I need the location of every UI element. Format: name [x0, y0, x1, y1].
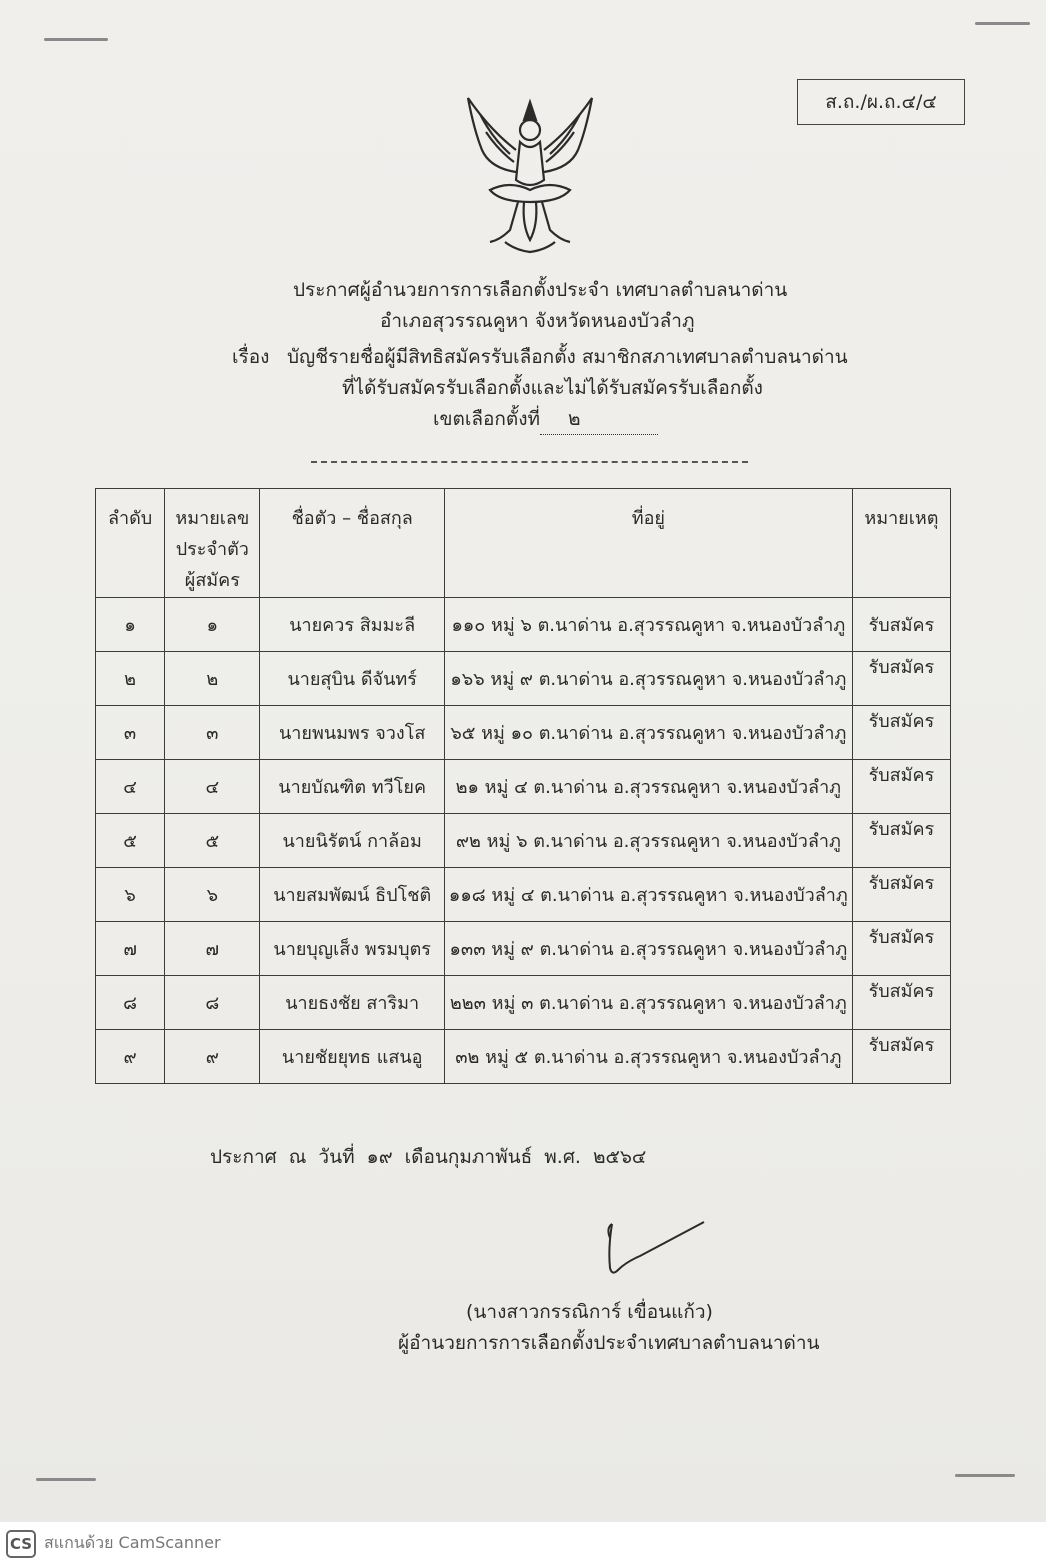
cell-note: รับสมัคร: [852, 922, 950, 976]
cell-name: นายชัยยุทธ แสนอู: [260, 1030, 444, 1084]
staple-mark-bottom-left: [36, 1478, 96, 1481]
scanner-footer: [0, 1522, 1046, 1565]
cell-id: ๓: [165, 706, 260, 760]
cell-seq: ๘: [96, 976, 165, 1030]
cell-address: ๒๒๓ หมู่ ๓ ต.นาด่าน อ.สุวรรณคูหา จ.หนองบัวลำภู: [444, 976, 852, 1030]
cell-seq: ๗: [96, 922, 165, 976]
staple-mark-bottom-right: [955, 1474, 1015, 1477]
table-row: [96, 976, 951, 1030]
col-header-id-line3: ผู้สมัคร: [184, 570, 240, 591]
cell-seq: ๕: [96, 814, 165, 868]
cell-seq: ๒: [96, 652, 165, 706]
col-header-id: [165, 489, 260, 598]
cell-note: รับสมัคร: [852, 760, 950, 814]
cell-note: รับสมัคร: [852, 814, 950, 868]
table-header-row: [96, 489, 951, 598]
signer-position: ผู้อำนวยการการเลือกตั้งประจำเทศบาลตำบลนาด่าน: [398, 1332, 820, 1354]
cell-seq: ๑: [96, 598, 165, 652]
cell-id: ๑: [165, 598, 260, 652]
cell-note: รับสมัคร: [852, 706, 950, 760]
cell-name: นายสมพัฒน์ ธิปโชติ: [260, 868, 444, 922]
cell-address: ๓๒ หมู่ ๕ ต.นาด่าน อ.สุวรรณคูหา จ.หนองบัวลำภู: [444, 1030, 852, 1084]
camscanner-logo-icon: CS: [6, 1530, 36, 1558]
cell-address: ๒๑ หมู่ ๔ ต.นาด่าน อ.สุวรรณคูหา จ.หนองบัวลำภู: [444, 760, 852, 814]
cell-address: ๖๕ หมู่ ๑๐ ต.นาด่าน อ.สุวรรณคูหา จ.หนองบัวลำภู: [444, 706, 852, 760]
col-header-id-line1: หมายเลข: [175, 508, 250, 529]
cell-seq: ๙: [96, 1030, 165, 1084]
cell-note: รับสมัคร: [852, 652, 950, 706]
cell-name: นายนิรัตน์ กาล้อม: [260, 814, 444, 868]
cell-note: รับสมัคร: [852, 868, 950, 922]
staple-mark-top-left: [44, 38, 108, 41]
table-row: [96, 1030, 951, 1084]
table-row: [96, 598, 951, 652]
table-row: [96, 868, 951, 922]
header-line-2: อำเภอสุวรรณคูหา จังหวัดหนองบัวลำภู: [380, 310, 695, 332]
header-line-1: ประกาศผู้อำนวยการการเลือกตั้งประจำ เทศบาลตำบลนาด่าน: [293, 279, 788, 301]
cell-name: นายธงชัย สาริมา: [260, 976, 444, 1030]
cell-address: ๑๖๖ หมู่ ๙ ต.นาด่าน อ.สุวรรณคูหา จ.หนองบัวลำภู: [444, 652, 852, 706]
cell-seq: ๓: [96, 706, 165, 760]
cell-note: รับสมัคร: [852, 1030, 950, 1084]
form-reference-code: ส.ถ./ผ.ถ.๔/๔: [797, 79, 965, 125]
signer-name: (นางสาวกรรณิการ์ เขื่อนแก้ว): [466, 1301, 713, 1323]
signature-mark: [600, 1218, 710, 1278]
cell-note: รับสมัคร: [852, 598, 950, 652]
cell-address: ๑๑๐ หมู่ ๖ ต.นาด่าน อ.สุวรรณคูหา จ.หนองบัวลำภู: [444, 598, 852, 652]
cell-id: ๕: [165, 814, 260, 868]
cell-name: นายพนมพร จวงโส: [260, 706, 444, 760]
header-divider: [311, 461, 748, 463]
cell-id: ๘: [165, 976, 260, 1030]
scanner-watermark-text: สแกนด้วย CamScanner: [44, 1533, 221, 1552]
cell-id: ๙: [165, 1030, 260, 1084]
cell-address: ๙๒ หมู่ ๖ ต.นาด่าน อ.สุวรรณคูหา จ.หนองบัวลำภู: [444, 814, 852, 868]
header-line-4: ที่ได้รับสมัครรับเลือกตั้งและไม่ได้รับสมัครรับเลือกตั้ง: [342, 377, 763, 399]
cell-seq: ๖: [96, 868, 165, 922]
col-header-address: ที่อยู่: [444, 489, 852, 598]
staple-mark-top-right: [975, 22, 1030, 25]
district-value: ๒: [540, 404, 658, 435]
cell-id: ๔: [165, 760, 260, 814]
cell-address: ๑๑๘ หมู่ ๔ ต.นาด่าน อ.สุวรรณคูหา จ.หนองบัวลำภู: [444, 868, 852, 922]
table-row: [96, 922, 951, 976]
cell-name: นายบุญเส็ง พรมบุตร: [260, 922, 444, 976]
cell-id: ๒: [165, 652, 260, 706]
table-row: [96, 760, 951, 814]
candidate-table: [95, 488, 951, 1084]
garuda-emblem-icon: [460, 90, 600, 255]
col-header-seq: ลำดับ: [96, 489, 165, 598]
cell-id: ๗: [165, 922, 260, 976]
cell-id: ๖: [165, 868, 260, 922]
cell-name: นายควร สิมมะลี: [260, 598, 444, 652]
cell-note: รับสมัคร: [852, 976, 950, 1030]
cell-name: นายสุบิน ดีจันทร์: [260, 652, 444, 706]
col-header-name: ชื่อตัว – ชื่อสกุล: [260, 489, 444, 598]
cell-name: นายบัณฑิต ทวีโยค: [260, 760, 444, 814]
cell-seq: ๔: [96, 760, 165, 814]
cell-address: ๑๓๓ หมู่ ๙ ต.นาด่าน อ.สุวรรณคูหา จ.หนองบัวลำภู: [444, 922, 852, 976]
table-row: [96, 814, 951, 868]
col-header-id-line2: ประจำตัว: [175, 539, 249, 560]
table-row: [96, 652, 951, 706]
district-label: เขตเลือกตั้งที่: [433, 408, 541, 430]
header-subject-text: บัญชีรายชื่อผู้มีสิทธิสมัครรับเลือกตั้ง สมาชิกสภาเทศบาลตำบลนาด่าน: [287, 346, 848, 368]
table-row: [96, 706, 951, 760]
header-subject-label: เรื่อง: [232, 346, 270, 368]
electoral-district: [433, 404, 658, 435]
col-header-note: หมายเหตุ: [852, 489, 950, 598]
announcement-date: ประกาศ ณ วันที่ ๑๙ เดือนกุมภาพันธ์ พ.ศ. ๒๕๖๔: [210, 1146, 647, 1168]
